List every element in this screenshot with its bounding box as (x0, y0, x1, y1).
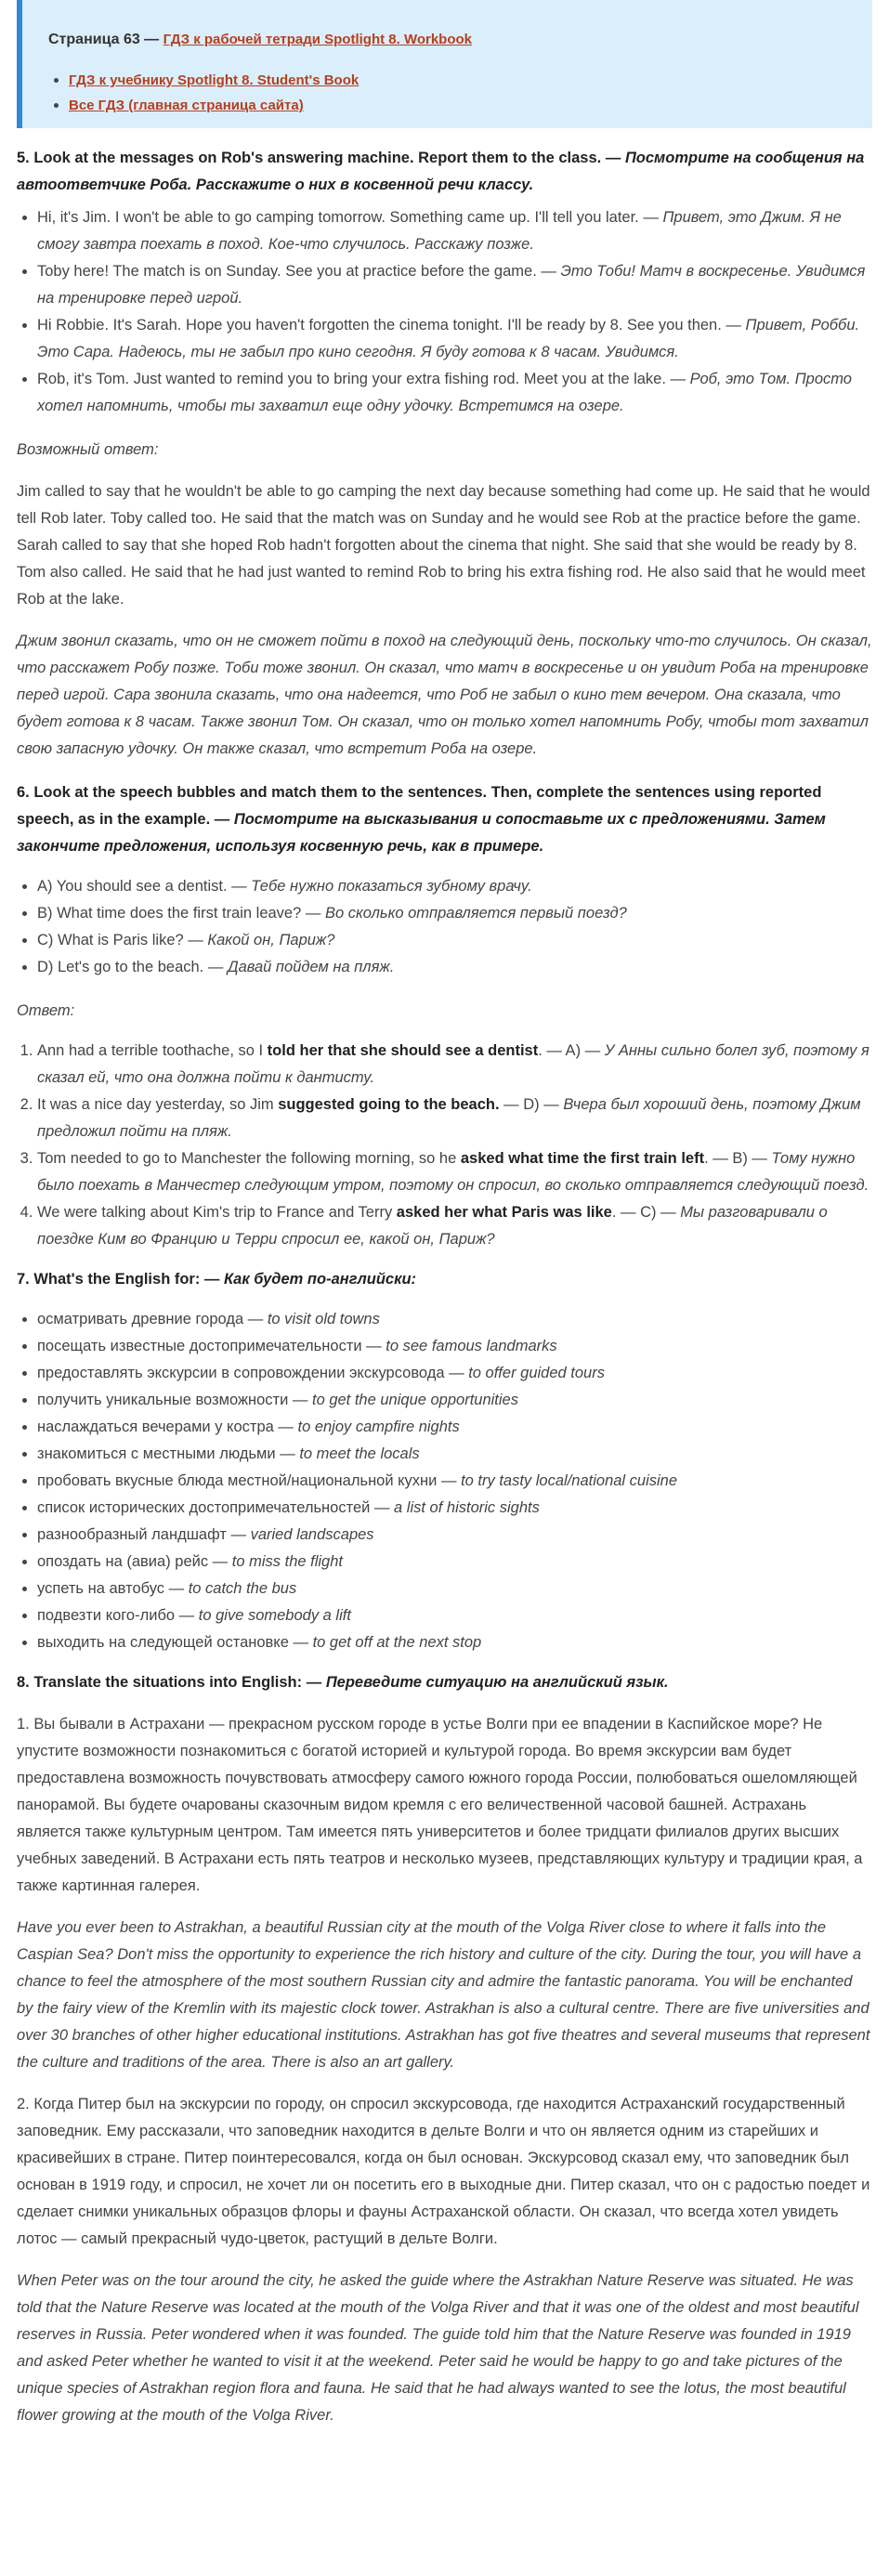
answer-letter: — D) — (499, 1096, 559, 1113)
phrase-ru: список исторических достопримечательностей — (37, 1499, 390, 1516)
answer-letter: . — A) — (538, 1042, 601, 1059)
message-ru: Это Тоби! Матч в воскресенье. Увидимся на тренировке перед игрой. (37, 263, 866, 307)
situation-1-ru: 1. Вы бывали в Астрахани — прекрасном русском городе в устье Волги при ее впадении в Каспийское море? Не упустите возможности познакомиться с богатой историей и культурой города. Во время экскурсии вам будет предоставлена возможность почувствовать атмосферу самого южного города России, полюбоваться ошеломляющей панорамой. Вы будете очарованы сказочным видом кремля с его величественной часовой башней. Астрахань является также культурным центром. Там имеется пять университетов и более тридцати филиалов других высших учебных заведений. В Астрахани есть пять театров и несколько музеев, представляющих культуру и традиции края, а также картинная галерея. (17, 1716, 863, 1894)
phrase-en: to get the unique opportunities (311, 1392, 518, 1408)
answer-text: We were talking about Kim's trip to France and Terry (37, 1204, 397, 1221)
message-en: Hi, it's Jim. I won't be able to go camping tomorrow. Something came up. I'll tell you later. — (37, 209, 659, 226)
exercise-8-title (17, 1669, 872, 1696)
situation-1-en: Have you ever been to Astrakhan, a beautiful Russian city at the mouth of the Volga River close to where it falls into the Caspian Sea? Don't miss the opportunity to experience the rich history and culture of the city. During the tour, you will have a chance to feel the atmosphere of the most southern Russian city and admire the fantastic panorama. You will be enchanted by the fairy view of the Kremlin with its majestic clock tower. Astrakhan is also a cultural centre. There are five universities and over 30 branches of other higher educational institutions. Astrakhan has got five theatres and several museums that represent the culture and traditions of the area. There is also an art gallery. (17, 1919, 870, 2071)
phrase-ru: успеть на автобус — (37, 1580, 185, 1597)
phrase-en: to visit old towns (267, 1311, 380, 1327)
list-item (37, 1038, 872, 1092)
list-item (37, 1576, 872, 1602)
phrase-en: to miss the flight (231, 1553, 343, 1570)
situation-2-ru: 2. Когда Питер был на экскурсии по городу, он спросил экскурсовода, где находится Астраханский государственный заповедник. Ему рассказали, что заповедник находится в дельте Волги и что он является одним из старейших и красивейших в стране. Питер поинтересовался, когда он был основан. Экскурсовод сказал ему, что заповедник был основан в 1919 году, и спросил, не хочет ли он посетить его в выходные дни. Питер сказал, что он с радостью поедет и сделает снимки уникальных образцов флоры и фауны Астраханской области. Он сказал, что всегда хотел увидеть лотос — самый прекрасный чудо-цветок, растущий в дельте Волги. (17, 2096, 870, 2247)
list-item (37, 312, 872, 366)
answer-bold: suggested going to the beach. (278, 1096, 500, 1113)
list-item (37, 366, 872, 420)
phrase-en: to meet the locals (299, 1445, 420, 1462)
list-item (37, 1145, 872, 1199)
nav-link-item (69, 68, 854, 93)
phrase-en: to see famous landmarks (386, 1338, 557, 1354)
answer-ru: У Анны сильно болел зуб, поэтому я сказал ей, что она должна пойти к дантисту. (37, 1042, 869, 1086)
list-item (37, 1092, 872, 1145)
phrase-en: to give somebody a lift (198, 1607, 351, 1624)
exercise-5-title-en: 5. Look at the messages on Rob's answering machine. Report them to the class. — (17, 150, 621, 166)
nav-links (48, 68, 854, 118)
phrase-ru: осматривать древние города — (37, 1311, 264, 1327)
answer-text: It was a nice day yesterday, so Jim (37, 1096, 279, 1113)
message-en: Hi Robbie. It's Sarah. Hope you haven't forgotten the cinema tonight. I'll be ready by 8. See you then. — (37, 317, 741, 333)
navigation-box (17, 0, 872, 128)
bubble-ru: Во сколько отправляется первый поезд? (324, 905, 627, 922)
list-item (37, 954, 872, 981)
bubble-en: B) What time does the first train leave? — (37, 905, 321, 922)
list-item (37, 1468, 872, 1495)
message-ru: Роб, это Том. Просто хотел напомнить, чтобы ты захватил еще одну удочку. Встретимся на озере. (37, 371, 852, 414)
exercise-6-title-ru: Посмотрите на высказывания и сопоставьте их с предложениями. Затем закончите предложения, используя косвенную речь, как в примере. (17, 811, 826, 855)
list-item (37, 900, 872, 927)
phrase-ru: знакомиться с местными людьми — (37, 1445, 295, 1462)
list-item (37, 1360, 872, 1387)
list-item (37, 258, 872, 312)
phrase-en: to try tasty local/national cuisine (461, 1472, 678, 1489)
list-item (37, 1414, 872, 1441)
message-en: Toby here! The match is on Sunday. See you at practice before the game. — (37, 263, 556, 280)
list-item (37, 204, 872, 258)
answer-text: Ann had a terrible toothache, so I (37, 1042, 268, 1059)
list-item (37, 1333, 872, 1360)
answer-text: Tom needed to go to Manchester the following morning, so he (37, 1150, 461, 1167)
bubble-ru: Какой он, Париж? (207, 932, 335, 948)
bubble-en: D) Let's go to the beach. — (37, 959, 224, 975)
page-prefix: Страница 63 — (48, 32, 160, 47)
phrase-ru: предоставлять экскурсии в сопровождении экскурсовода — (37, 1365, 464, 1381)
exercise-8-title-ru: Переведите ситуацию на английский язык. (325, 1674, 669, 1691)
message-en: Rob, it's Tom. Just wanted to remind you to bring your extra fishing rod. Meet you at the lake. — (37, 371, 686, 387)
exercise-5-answer-ru: Джим звонил сказать, что он не сможет пойти в поход на следующий день, поскольку что-то случилось. Он сказал, что расскажет Робу позже. Тоби тоже звонил. Он сказал, что матч в воскресенье и он увидит Роба на тренировке перед игрой. Сара звонила сказать, что она надеется, что Роб не забыл о кино тем вечером. Она сказала, что будет готова к 8 часам. Также звонил Том. Он сказал, что он только хотел напомнить Робу, чтобы тот захватил свою запасную удочку. Он также сказал, что встретит Роба на озере. (17, 633, 872, 757)
phrase-ru: опоздать на (авиа) рейс — (37, 1553, 229, 1570)
nav-link-item (69, 93, 854, 118)
phrase-ru: получить уникальные возможности — (37, 1392, 308, 1408)
phrase-ru: наслаждаться вечерами у костра — (37, 1419, 294, 1435)
list-item (37, 1549, 872, 1576)
phrase-en: to catch the bus (188, 1580, 297, 1597)
list-item (37, 1306, 872, 1333)
exercise-6-answers (17, 1038, 872, 1253)
phrase-en: to get off at the next stop (312, 1634, 482, 1651)
list-item (37, 1629, 872, 1656)
phrase-ru: пробовать вкусные блюда местной/национальной кухни — (37, 1472, 457, 1489)
phrase-en: a list of historic sights (394, 1499, 540, 1516)
students-book-link[interactable]: ГДЗ к учебнику Spotlight 8. Student's Book (69, 72, 360, 88)
answer-ru: Вчера был хороший день, поэтому Джим предложил пойти на пляж. (37, 1096, 861, 1140)
phrase-ru: подвезти кого-либо — (37, 1607, 195, 1624)
list-item (37, 1522, 872, 1549)
exercise-6-title (17, 779, 872, 860)
exercise-6-list (17, 873, 872, 981)
answer-letter: . — B) — (704, 1150, 767, 1167)
answer-letter: . — C) — (611, 1204, 676, 1221)
exercise-8-title-en: 8. Translate the situations into English: — (17, 1674, 322, 1691)
list-item (37, 1441, 872, 1468)
list-item (37, 1199, 872, 1253)
message-ru: Привет, это Джим. Я не смогу завтра поехать в поход. Кое-что случилось. Расскажу позже. (37, 209, 842, 253)
exercise-5-title (17, 145, 872, 199)
message-ru: Привет, Робби. Это Сара. Надеюсь, ты не забыл про кино сегодня. Я буду готова к 8 часам. Увидимся. (37, 317, 860, 360)
answer-ru: Мы разговаривали о поездке Ким во Францию и Терри спросил ее, какой он, Париж? (37, 1204, 828, 1248)
list-item (37, 873, 872, 900)
answer-bold: asked her what Paris was like (396, 1204, 612, 1221)
exercise-7-list (17, 1306, 872, 1656)
phrase-ru: выходить на следующей остановке — (37, 1634, 308, 1651)
exercise-7-title-en: 7. What's the English for: — (17, 1271, 220, 1288)
phrase-en: to offer guided tours (468, 1365, 605, 1381)
page-line (48, 26, 854, 53)
bubble-en: C) What is Paris like? — (37, 932, 203, 948)
exercise-5-title-ru: Посмотрите на сообщения на автоответчике Роба. Расскажите о них в косвенной речи классу. (17, 150, 865, 193)
bubble-ru: Тебе нужно показаться зубному врачу. (251, 878, 532, 895)
answer-bold: told her that she should see a dentist (267, 1042, 539, 1059)
answer-bold: asked what time the first train left (460, 1150, 705, 1167)
list-item (37, 1495, 872, 1522)
main-page-link[interactable]: Все ГДЗ (главная страница сайта) (69, 98, 304, 113)
exercise-5-list (17, 204, 872, 420)
list-item (37, 1602, 872, 1629)
answer-label: Ответ: (17, 1002, 75, 1019)
exercise-6-title-en: 6. Look at the speech bubbles and match them to the sentences. Then, complete the sentences using reported speech, as in the example. — (17, 784, 822, 828)
list-item (37, 927, 872, 954)
possible-answer-label: Возможный ответ: (17, 441, 159, 458)
workbook-link[interactable]: ГДЗ к рабочей тетради Spotlight 8. Workbook (163, 32, 473, 47)
phrase-ru: разнообразный ландшафт — (37, 1526, 246, 1543)
phrase-ru: посещать известные достопримечательности — (37, 1338, 382, 1354)
phrase-en: varied landscapes (250, 1526, 374, 1543)
answer-ru: Тому нужно было поехать в Манчестер следующим утром, поэтому он спросил, во сколько отправляется следующий поезд. (37, 1150, 869, 1194)
bubble-en: A) You should see a dentist. — (37, 878, 247, 895)
phrase-en: to enjoy campfire nights (297, 1419, 460, 1435)
exercise-7-title-ru: Как будет по-английски: (224, 1271, 417, 1288)
list-item (37, 1387, 872, 1414)
exercise-5-answer-en: Jim called to say that he wouldn't be able to go camping the next day because something had come up. He said that he would tell Rob later. Toby called too. He said that the match was on Sunday and he would see Rob at the practice before the game. Sarah called to say that she hoped Rob hadn't forgotten about the cinema that night. She said that she would be ready by 8. Tom also called. He said that he had just wanted to remind Rob to bring his extra fishing rod. He also said that he would meet Rob at the lake. (17, 483, 870, 608)
exercise-7-title (17, 1266, 872, 1293)
bubble-ru: Давай пойдем на пляж. (227, 959, 395, 975)
situation-2-en: When Peter was on the tour around the city, he asked the guide where the Astrakhan Nature Reserve was situated. He was told that the Nature Reserve was located at the mouth of the Volga River and that it was one of the oldest and most beautiful reserves in Russia. Peter wondered when it was founded. The guide told him that the Nature Reserve was founded in 1919 and asked Peter whether he wanted to visit it at the weekend. Peter said he would be happy to go and take pictures of the unique species of Astrakhan region flora and fauna. He said that he had always wanted to see the lotus, the most beautiful flower growing at the mouth of the Volga River. (17, 2272, 859, 2424)
